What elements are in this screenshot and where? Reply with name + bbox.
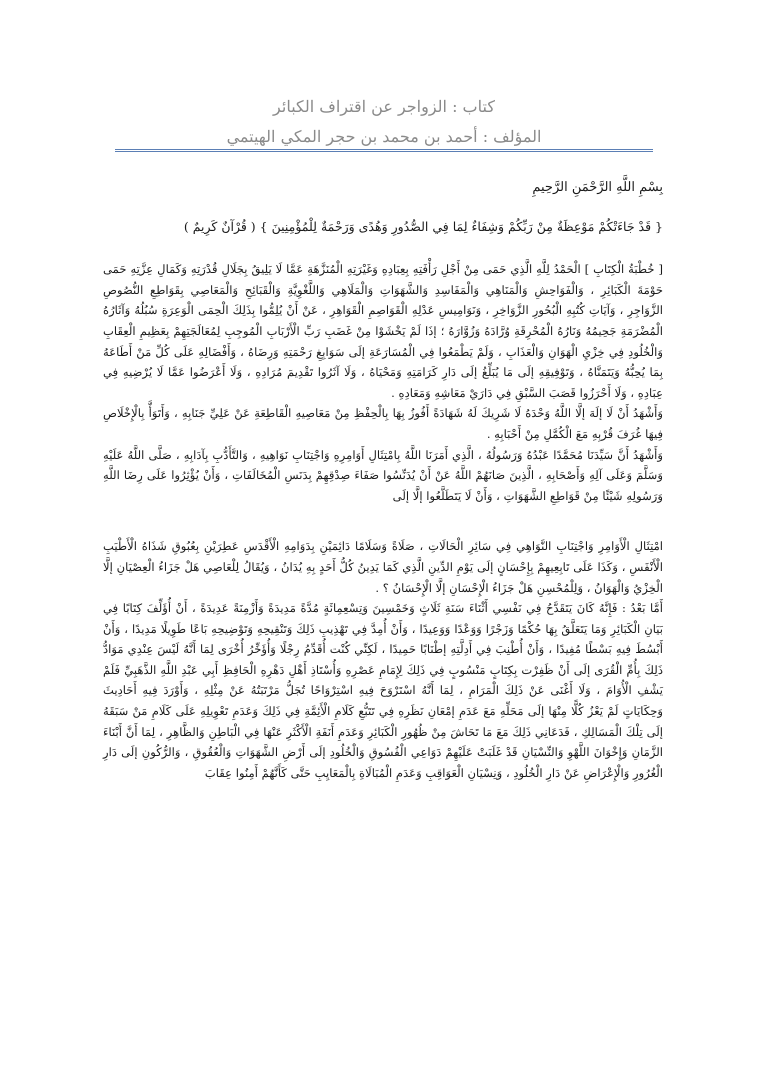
book-title: كتاب : الزواجر عن اقتراف الكبائر	[273, 97, 495, 116]
body-text	[103, 178, 663, 783]
author-line: المؤلف : أحمد بن محمد بن حجر المكي الهيتمي	[226, 127, 542, 146]
quran-verse: { قَدْ جَاءَتْكُمْ مَوْعِظَةٌ مِنْ رَبِّكُمْ وَشِفَاءٌ لِمَا فِي الصُّدُورِ وَهُدًى وَرَحْمَةٌ لِلْمُؤْمِنِينَ } ( قُرْآنٌ كَرِيمٌ )	[183, 218, 663, 234]
paragraph: وَأَشْهَدُ أَنْ لَا إلَهَ إلَّا اللَّهُ وَحْدَهُ لَا شَرِيكَ لَهُ شَهَادَةً أَفُوزُ بِهَا بِالْحِفْظِ مِنْ مَعَاصِيهِ الْقَاطِعَةِ عَنْ عَلِيِّ جَنَابِهِ ، وَأَتَوَأَّ بِالْإِخْلَاصِ فِيهَا غُرَفَ قُرْبِهِ مَعَ الْكُمَّلِ مِنْ أَحْبَابِهِ .	[103, 406, 663, 441]
paragraph: [ خُطْبَةُ الْكِتَابِ ] الْحَمْدُ لِلَّهِ الَّذِي حَمَى مِنْ أَجْلِ رَأْفَتِهِ بِعِبَادِهِ وَغَيْرَتِهِ الْمُنَزَّهَةِ عَمَّا لَا يَلِيقُ بِجَلَالِ قُدْرَتِهِ وَكَمَالِ عِزَّتِهِ حَمَى حَوْمَةَ الْكَبَائِرِ ، وَالْفَوَاحِشِ وَالْمَنَاهِي وَالْمَفَاسِدِ وَالشَّهَوَاتِ وَالْمَلَاهِي وَاللَّغْوِيَّةِ وَالْقَبَائِحِ وَالْمَعَاصِي بِقَوَاطِعِ النُّصُوصِ الزَّوَاجِرِ ، وَآيَاتِ كُتُبِهِ الْبُحُورِ الزَّوَاخِرِ ، وَنَوَامِيسِ عَدْلِهِ الْقَوَاصِمِ الْقَوَاهِرِ ، عَنْ أَنْ يُلِمُّوا بِذَلِكَ الْحِمَى الْوَعِرَةِ سُبُلُهُ وَآثَارُهُ الْمُضْرَمَةِ جَحِيمُهُ وَنَارُهُ الْمُحْرِقَةِ وُرَّادَهُ وَزُوَّارَهُ ؛ إذَا لَمْ يَخْشَوْا مِنْ غَضَبِ رَبِّ الْأَرْبَابِ الْمُوجِبِ لِمُعَالَجَتِهِمْ بِعَظِيمِ الْعِقَابِ وَالْخُلُودِ فِي خِزْيِ الْهَوَانِ وَالْعَذَابِ ، وَلَمْ يَطْمَعُوا فِي الْمُسَارَعَةِ إلَى سَوَابِغِ رَحْمَتِهِ وَرِضَاهُ ، وَأَفْضَالِهِ عَلَى كُلِّ مَنْ أَطَاعَهُ بِمَا يُحِبُّهُ وَيَتَمَنَّاهُ ، وَتَوْفِيقِهِ إلَى مَا يُبَلِّغُ إلَى دَارِ كَرَامَتِهِ وَمَحْيَاهُ ، وَلَا آثَرُوا تَقْدِيمَ مُرَادِهِ ، وَلَا أَعْرَضُوا عَمَّا لَا يُرْضِيهِ فِي عِبَادِهِ ، وَلَا أَحْرَزُوا قَصَبَ السَّبْقِ فِي دَارَيْ مَعَاشِهِ وَمَعَادِهِ .	[103, 262, 663, 400]
page-header	[120, 92, 648, 152]
paragraph: وَأَشْهَدُ أَنَّ سَيِّدَنَا مُحَمَّدًا عَبْدُهُ وَرَسُولُهُ ، الَّذِي أَمَرَنَا اللَّهُ بِامْتِثَالِ أَوَامِرِهِ وَاجْتِنَابِ نَوَاهِيهِ ، وَالتَّأَدُّبِ بِآدَابِهِ ، صَلَّى اللَّهُ عَلَيْهِ وَسَلَّمَ وَعَلَى آلِهِ وَأَصْحَابِهِ ، الَّذِينَ صَانَهُمْ اللَّهُ عَنْ أَنْ يُدَنِّسُوا صَفَاءَ صِدْقِهِمْ بِدَنَسِ الْمُخَالَفَاتِ ، وَأَنْ يُؤْثِرُوا عَلَى رِضَا اللَّهِ وَرَسُولِهِ شَيْئًا مِنْ قَوَاطِعِ الشَّهَوَاتِ ، وَأَنْ لَا يَتَطَلَّعُوا إلَّا إلَى	[103, 447, 663, 503]
paragraph: أَمَّا بَعْدُ : فَإِنَّهُ كَانَ يَتَقَدَّحُ فِي نَفْسِي أَثْنَاءَ سَنَةِ ثَلَاثٍ وَخَمْسِينَ وَتِسْعِمِائَةٍ مُدَّةً مَدِيدَةً وَأَزْمِنَةً عَدِيدَةً ، أَنْ أُؤَلِّفَ كِتَابًا فِي بَيَانِ الْكَبَائِرِ وَمَا يَتَعَلَّقُ بِهَا حُكْمًا وَزَجْرًا وَوَعْدًا وَوَعِيدًا ، وَأَنْ أُمِدَّ فِي تَهْذِيبِ ذَلِكَ وَتَنْقِيحِهِ وَتَوْضِيحِهِ بَاعًا طَوِيلًا مَدِيدًا ، وَأَنْ أَبْسُطَ فِيهِ بَسْطًا مُفِيدًا ، وَأَنْ أُطْنِبَ فِي أَدِلَّتِهِ إطْنَابًا حَمِيدًا ، لَكِنِّي كُنْت أُقَدِّمُ رِجْلًا وَأُؤَخِّرُ أُخْرَى لِمَا أَنَّهُ لَيْسَ عِنْدِي مَوَادُّ ذَلِكَ بِأُمِّ الْقُرَى إلَى أَنْ ظَفِرْت بِكِتَابٍ مَنْسُوبٍ فِي ذَلِكَ لِإِمَامِ عَصْرِهِ وَأُسْتَاذِ أَهْلِ دَهْرِهِ الْحَافِظِ أَبِي عَبْدِ اللَّهِ الذَّهَبِيِّ فَلَمْ يَشْفِ الْأُوَامَ ، وَلَا أَغْنَى عَنْ ذَلِكَ الْمَرَامِ ، لِمَا أَنَّهُ اسْتَرْوَحَ فِيهِ اسْتِرْوَاحًا تُجَلُّ مَرْتَبَتُهُ عَنْ مِثْلِهِ ، وَأَوْرَدَ فِيهِ أَحَادِيثَ وَحِكَايَاتٍ لَمْ يَعْزُ كُلًّا مِنْهَا إلَى مَحَلِّهِ مَعَ عَدَمِ إمْعَانِ نَظَرِهِ فِي تَتَبُّعِ كَلَامِ الْأَئِمَّةِ فِي ذَلِكَ وَعَدَمِ تَعْوِيلِهِ عَلَى كَلَامِ مَنْ سَبَقَهُ إلَى تِلْكَ الْمَسَالِكِ ، فَدَعَانِي ذَلِكَ مَعَ مَا تَحَاشَ مِنْ ظُهُورِ الْكَبَائِرِ وَعَدَمِ أَنَفَةِ الْأَكْثَرِ عَنْهَا فِي الْبَاطِنِ وَالظَّاهِرِ ، لِمَا أَنَّ أَبْنَاءَ الزَّمَانِ وَإِخْوَانَ اللَّهْوِ وَالنِّسْيَانِ قَدْ غَلَبَتْ عَلَيْهِمْ دَوَاعِي الْفُسُوقِ وَالْخُلُودِ إلَى أَرْضِ الشَّهَوَاتِ وَالْعُقُوقِ ، وَالرُّكُونِ إلَى دَارِ الْغُرُورِ وَالْإِعْرَاضِ عَنْ دَارِ الْخُلُودِ ، وَنِسْيَانِ الْعَوَاقِبِ وَعَدَمِ الْمُبَالَاةِ بِالْمَعَايِبِ حَتَّى كَأَنَّهُمْ أَمِنُوا عِقَابَ	[103, 601, 663, 780]
header-divider	[115, 149, 653, 152]
paragraph: امْتِثَالِ الْأَوَامِرِ وَاجْتِنَابِ النَّوَاهِي فِي سَائِرِ الْحَالَاتِ ، صَلَاةً وَسَلَامًا دَائِمَيْنِ بِدَوَامِهِ الْأَقْدَسِ عَطِرَيْنِ بِعُبُوقِ شَذَاهُ الْأَطْيَبِ الْأَنْفَسِ ، وَكَذَا عَلَى تَابِعِيهِمْ بِإِحْسَانٍ إلَى يَوْمِ الدِّينِ الَّذِي كَمَا يَدِينُ كُلُّ أَحَدٍ بِهِ يُدَانُ ، وَيُقَالُ لِلْعَاصِي هَلْ جَزَاءُ الْعِصْيَانِ إلَّا الْخِزْيُ وَالْهَوَانُ ، وَلِلْمُحْسِنِ هَلْ جَزَاءُ الْإِحْسَانِ إلَّا الْإِحْسَانُ ؟ .	[103, 539, 663, 595]
basmala: بِسْمِ اللَّهِ الرَّحْمَنِ الرَّحِيمِ	[532, 180, 663, 195]
